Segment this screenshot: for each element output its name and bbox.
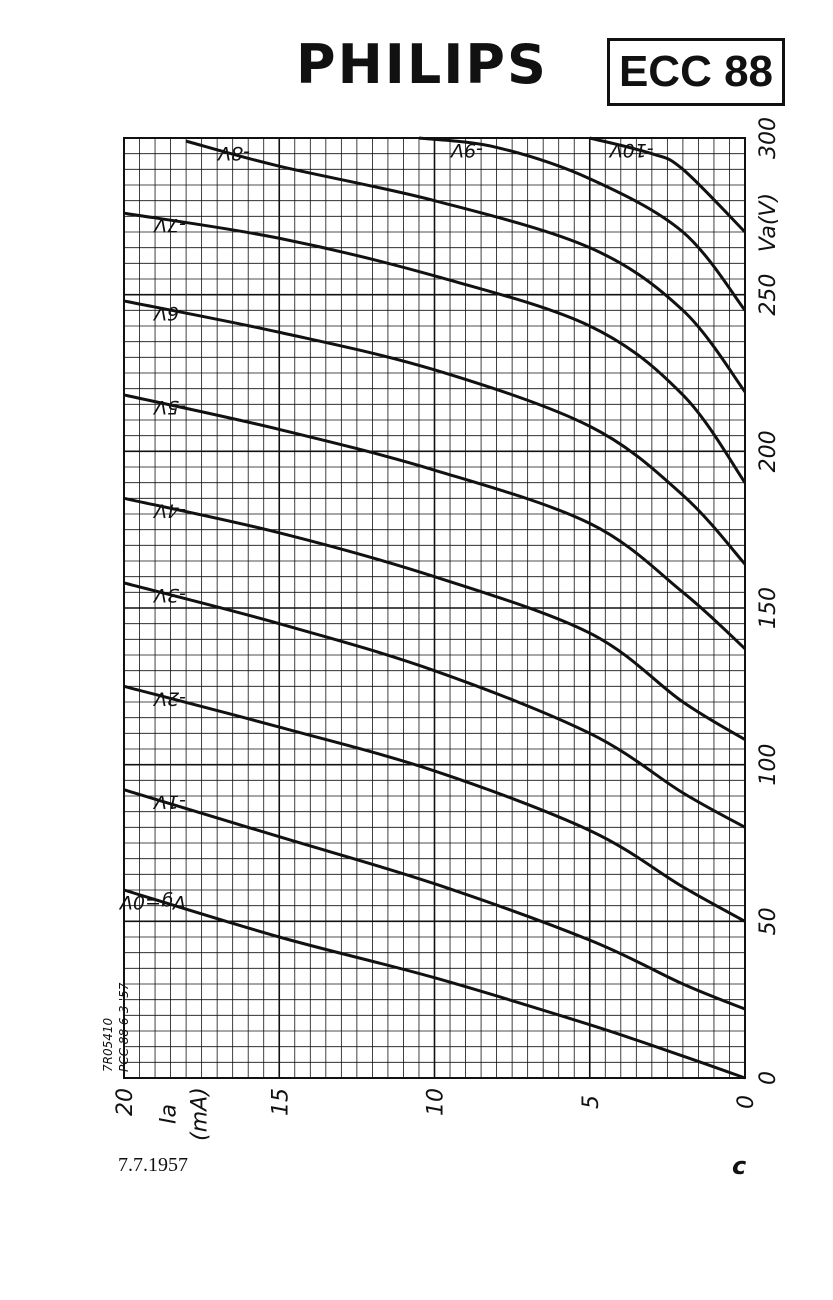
y-tick-label: 0 [756, 1071, 781, 1085]
curve-label: -10V [609, 139, 654, 161]
chart-ticks [113, 117, 781, 1116]
stamp-drawing-no: 7R05410 [101, 1017, 115, 1072]
x-tick-label: 0 [734, 1095, 759, 1109]
tube-type-box: ECC 88 [607, 38, 785, 106]
x-tick-label: 15 [268, 1088, 294, 1116]
y-tick-label: 250 [756, 273, 781, 316]
y-tick-label: 50 [756, 907, 781, 936]
brand-logo: PHILIPS [296, 33, 548, 96]
y-tick-label: 100 [756, 743, 781, 786]
curve-label: -1V [154, 790, 186, 813]
curve-label: -7V [154, 214, 186, 237]
chart-curve-labels [118, 139, 654, 913]
curve-label: -4V [154, 499, 186, 522]
issue-date: 7.7.1957 [118, 1154, 188, 1176]
curve-label: -9V [451, 139, 483, 161]
x-tick-label: 20 [113, 1088, 138, 1116]
y-tick-label: 150 [756, 587, 781, 629]
drawing-stamp [101, 982, 131, 1072]
curve-label: -5V [154, 395, 186, 418]
stamp-ref: PCC 88 6-3-'57 [117, 982, 131, 1072]
curve-label: Vg=0V [119, 891, 186, 913]
y-axis-label: Va(V) [756, 192, 781, 253]
curve-label: -8V [218, 142, 251, 165]
y-tick-label: 300 [756, 117, 781, 159]
x-tick-label: 10 [423, 1088, 449, 1116]
curve-label: -6V [154, 301, 186, 324]
curve-label: -3V [154, 583, 186, 606]
x-tick-label: 5 [578, 1095, 604, 1109]
sheet-letter: c [732, 1152, 747, 1180]
y-tick-label: 200 [756, 430, 781, 473]
chart-axis-labels [156, 193, 781, 1141]
x-axis-label-unit: (mA) [187, 1087, 213, 1141]
curve-label: -2V [154, 687, 186, 710]
x-axis-label-symbol: Ia [156, 1104, 182, 1124]
